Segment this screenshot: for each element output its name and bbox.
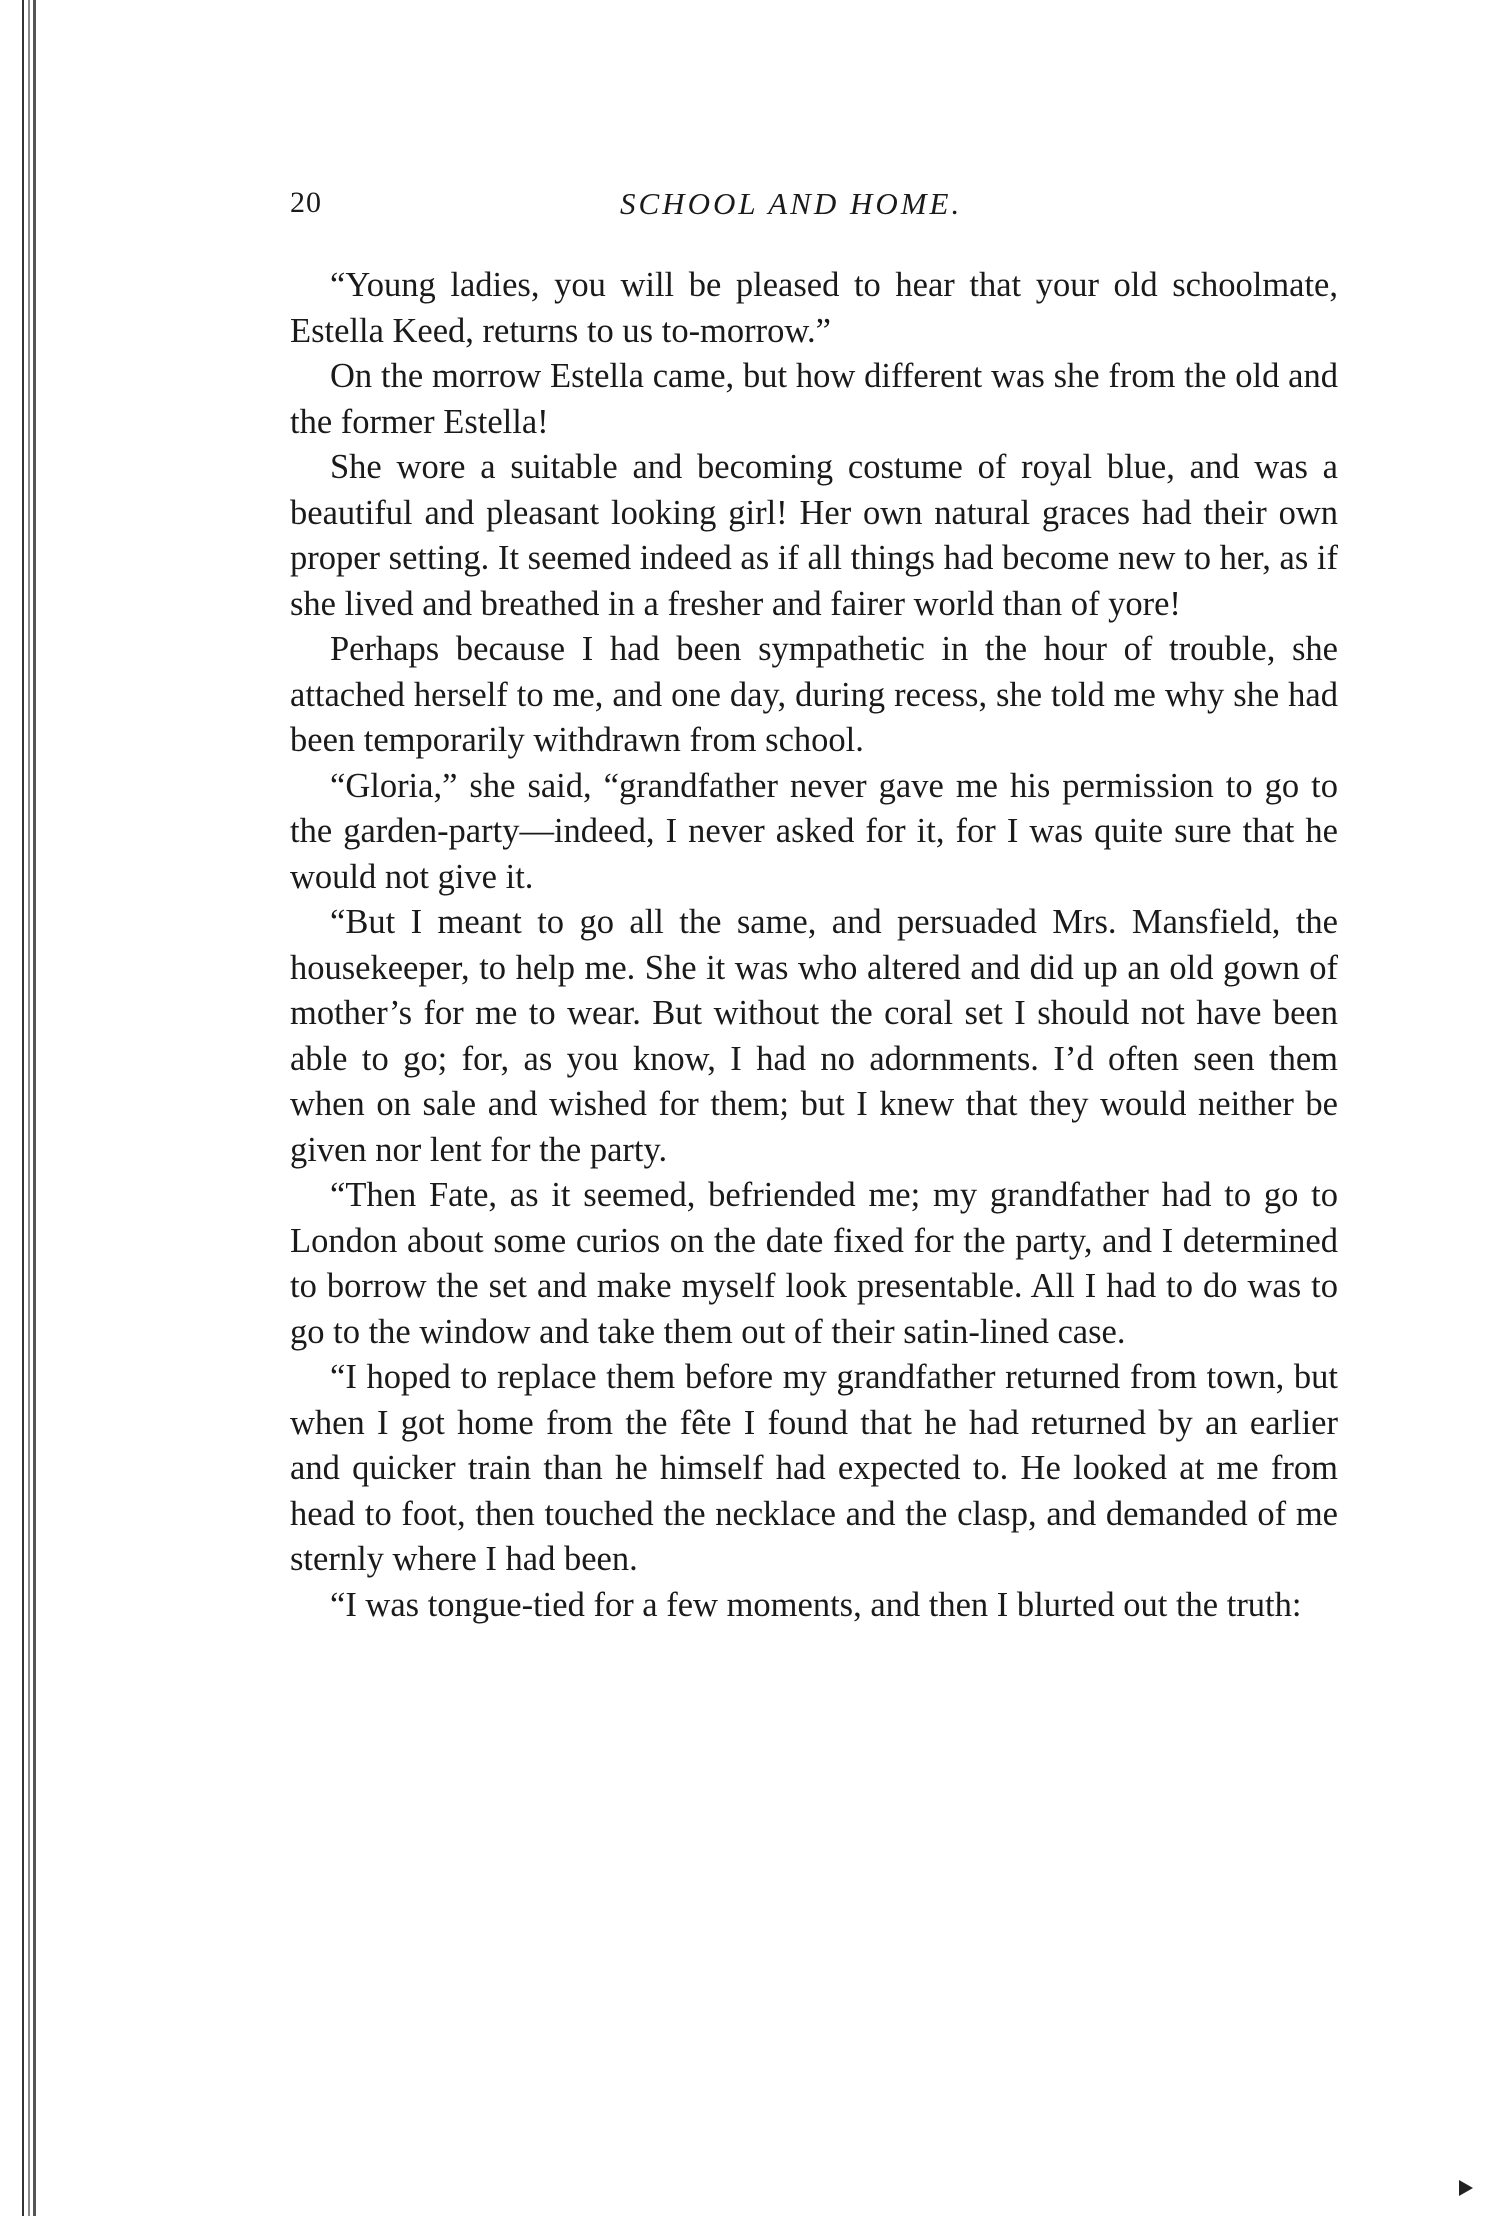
paragraph: “Gloria,” she said, “grandfather never gave me his permission to go to the garden-party—indeed, I never asked for it, for I was quite sure that he would not give it. xyxy=(290,766,1338,896)
corner-mark xyxy=(1459,2180,1473,2196)
page-number: 20 xyxy=(290,186,322,219)
body-text xyxy=(290,263,1338,1628)
page-binding-edge xyxy=(22,0,36,2216)
paragraph: She wore a suitable and becoming costume of royal blue, and was a beautiful and pleasant looking girl! Her own natural graces had their own proper setting. It seemed indeed as if all things had become new to her, as if she lived and breathed in a fresher and fairer world than of yore! xyxy=(290,448,1338,623)
paragraph: “I hoped to replace them before my grandfather returned from town, but when I got home from the fête I found that he had returned by an earlier and quicker train than he himself had expected to. He looked at me from head to foot, then touched the necklace and the clasp, and demanded of me sternly where I had been. xyxy=(290,1358,1338,1578)
paragraph: On the morrow Estella came, but how different was she from the old and the former Estella! xyxy=(290,357,1338,441)
paragraph: “I was tongue-tied for a few moments, and then I blurted out the truth: xyxy=(330,1585,1302,1624)
paragraph: “But I meant to go all the same, and persuaded Mrs. Mansfield, the housekeeper, to help me. She it was who altered and did up an old gown of mother’s for me to wear. But without the coral set I should not have been able to go; for, as you know, I had no adornments. I’d often seen them when on sale and wished for them; but I knew that they would neither be given nor lent for the party. xyxy=(290,903,1338,1169)
paragraph: “Young ladies, you will be pleased to hear that your old schoolmate, Estella Keed, returns to us to-morrow.” xyxy=(290,266,1338,350)
running-head xyxy=(290,186,1340,236)
running-title: SCHOOL AND HOME. xyxy=(620,186,963,221)
paragraph: Perhaps because I had been sympathetic in the hour of trouble, she attached herself to me, and one day, during recess, she told me why she had been temporarily withdrawn from school. xyxy=(290,630,1338,759)
paragraph: “Then Fate, as it seemed, befriended me; my grandfather had to go to London about some curios on the date fixed for the party, and I determined to borrow the set and make myself look presentable. All I had to do was to go to the window and take them out of their satin-lined case. xyxy=(290,1176,1338,1351)
